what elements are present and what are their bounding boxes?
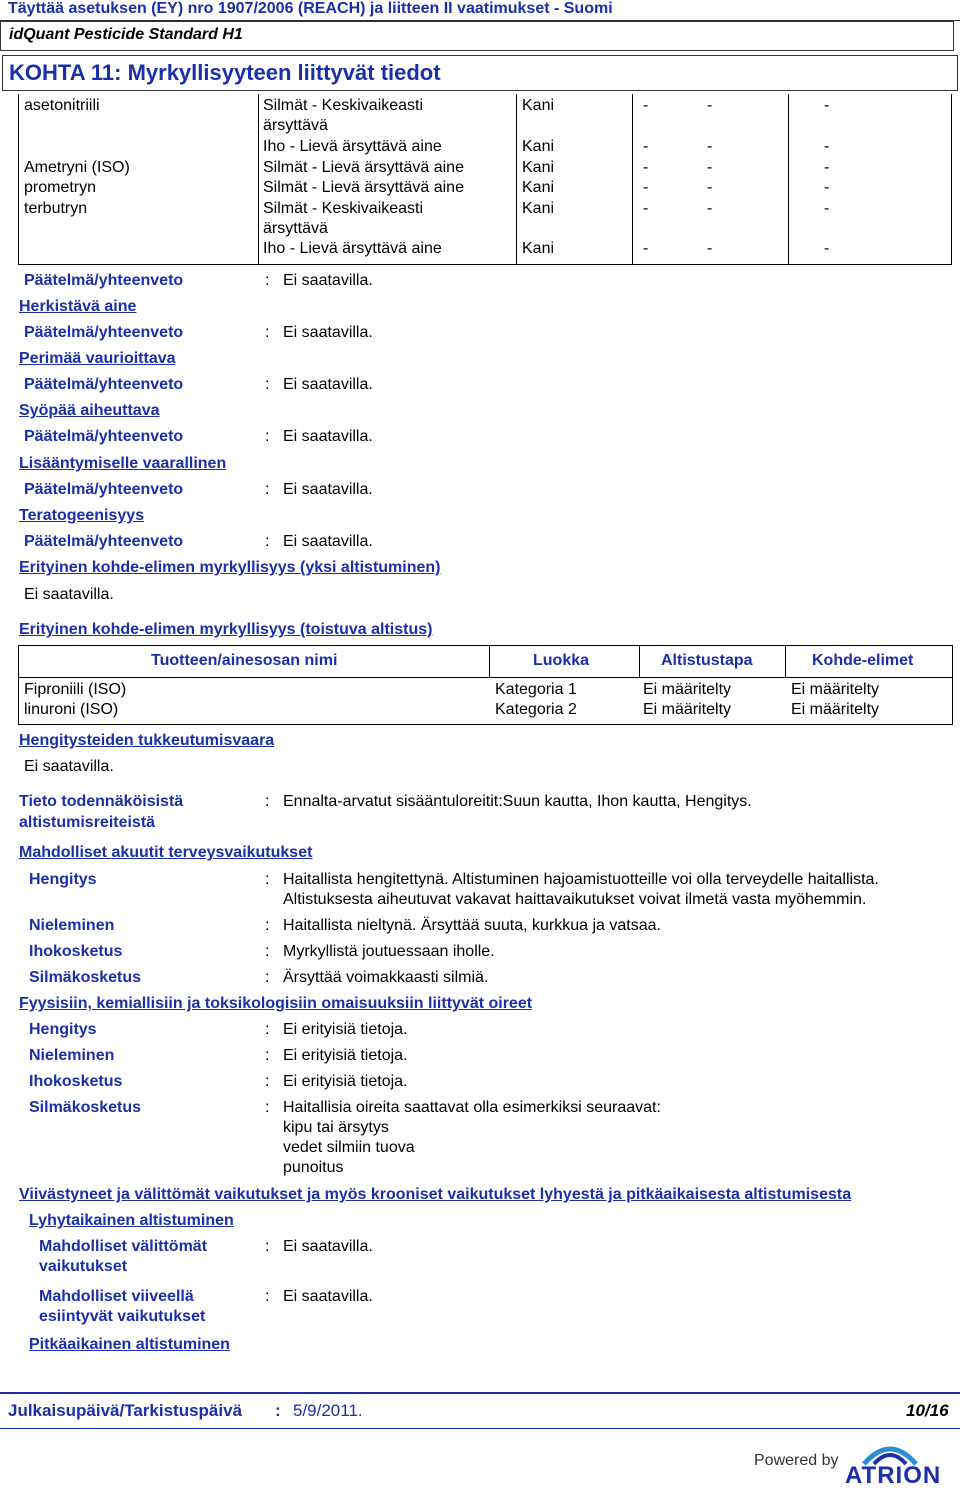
product-name: idQuant Pesticide Standard H1: [9, 26, 243, 43]
conclusion-value: Ei saatavilla.: [283, 324, 373, 341]
delayed-effects-label: Mahdolliset viiveellä: [39, 1288, 194, 1305]
value-cell: -: [643, 200, 649, 217]
substance-name: prometryn: [24, 179, 97, 196]
substance-name: linuroni (ISO): [24, 701, 119, 718]
value-cell: -: [643, 138, 649, 155]
stot-repeated-heading[interactable]: Erityinen kohde-elimen myrkyllisyys (toistuva altistus): [19, 621, 433, 638]
conclusion-value: Ei saatavilla.: [283, 272, 373, 289]
skin-contact-value: Ei erityisiä tietoja.: [283, 1073, 408, 1090]
immediate-effects-label-cont: vaikutukset: [39, 1258, 128, 1275]
colon: :: [265, 943, 270, 960]
colon: :: [265, 1073, 270, 1090]
teratogenicity-heading[interactable]: Teratogeenisyys: [19, 507, 145, 524]
effect-text-cont: ärsyttävä: [263, 220, 328, 237]
conclusion-value: Ei saatavilla.: [283, 376, 373, 393]
colon: :: [265, 871, 270, 888]
conclusion-value: Ei saatavilla.: [283, 428, 373, 445]
delayed-effects-label-cont: esiintyvät vaikutukset: [39, 1308, 206, 1325]
value-cell: -: [707, 97, 713, 114]
substance-name: terbutryn: [24, 200, 88, 217]
reproductive-heading[interactable]: Lisääntymiselle vaarallinen: [19, 455, 227, 472]
colon: :: [265, 1021, 270, 1038]
conclusion-label: Päätelmä/yhteenveto: [24, 481, 184, 498]
irritation-table: [18, 94, 952, 265]
eye-contact-label: Silmäkosketus: [29, 1099, 142, 1116]
value-cell: -: [824, 159, 830, 176]
value-cell: -: [643, 179, 649, 196]
inhalation-label: Hengitys: [29, 1021, 97, 1038]
route: Ei määritelty: [643, 681, 732, 698]
symptom-list-item: kipu tai ärsytys: [283, 1119, 389, 1136]
species: Kani: [522, 159, 555, 176]
value-cell: -: [707, 200, 713, 217]
colon: :: [265, 376, 270, 393]
effect-text: Silmät - Keskivaikeasti: [263, 97, 424, 114]
column-header: Altistustapa: [661, 652, 753, 669]
stot-single-heading[interactable]: Erityinen kohde-elimen myrkyllisyys (yksi altistuminen): [19, 559, 441, 576]
species: Kani: [522, 240, 555, 257]
colon: :: [265, 1099, 270, 1116]
colon: :: [265, 324, 270, 341]
inhalation-value-cont: Altistuksesta aiheutuvat vakavat haittavaikutukset voivat ilmetä vasta myöhemmin.: [283, 891, 867, 908]
colon: :: [265, 917, 270, 934]
target-organs: Ei määritelty: [791, 701, 880, 718]
value-cell: -: [824, 179, 830, 196]
conclusion-value: Ei saatavilla.: [283, 533, 373, 550]
skin-contact-value: Myrkyllistä joutuessaan iholle.: [283, 943, 495, 960]
regulation-title: Täyttää asetuksen (EY) nro 1907/2006 (REACH) ja liitteen II vaatimukset - Suomi: [8, 0, 613, 17]
short-term-heading[interactable]: Lyhytaikainen altistuminen: [29, 1212, 234, 1229]
ingestion-value: Ei erityisiä tietoja.: [283, 1047, 408, 1064]
delayed-effects-value: Ei saatavilla.: [283, 1288, 373, 1305]
eye-contact-value: Ärsyttää voimakkaasti silmiä.: [283, 969, 489, 986]
conclusion-label: Päätelmä/yhteenveto: [24, 324, 184, 341]
skin-contact-label: Ihokosketus: [29, 1073, 123, 1090]
substance-name: asetonitriili: [24, 97, 100, 114]
value-cell: -: [643, 240, 649, 257]
colon: :: [265, 1288, 270, 1305]
immediate-effects-label: Mahdolliset välittömät: [39, 1238, 208, 1255]
species: Kani: [522, 179, 555, 196]
date-value: 5/9/2011.: [293, 1401, 363, 1420]
target-organs: Ei määritelty: [791, 681, 880, 698]
value-cell: -: [824, 200, 830, 217]
species: Kani: [522, 200, 555, 217]
aspiration-heading[interactable]: Hengitysteiden tukkeutumisvaara: [19, 732, 275, 749]
species: Kani: [522, 97, 555, 114]
aspiration-value: Ei saatavilla.: [24, 758, 114, 775]
acute-heading[interactable]: Mahdolliset akuutit terveysvaikutukset: [19, 844, 313, 861]
inhalation-value: Ei erityisiä tietoja.: [283, 1021, 408, 1038]
footer-divider: [0, 1392, 960, 1394]
page-number: 10/16: [906, 1401, 949, 1420]
regulation-header: [0, 0, 960, 21]
colon: :: [265, 428, 270, 445]
colon: :: [265, 1047, 270, 1064]
symptom-list-item: punoitus: [283, 1159, 344, 1176]
long-term-heading[interactable]: Pitkäaikainen altistuminen: [29, 1336, 230, 1353]
category: Kategoria 2: [495, 701, 577, 718]
colon: :: [265, 481, 270, 498]
symptom-list-item: vedet silmiin tuova: [283, 1139, 415, 1156]
ingestion-value: Haitallista nieltynä. Ärsyttää suuta, kurkkua ja vatsaa.: [283, 917, 661, 934]
route: Ei määritelty: [643, 701, 732, 718]
value-cell: -: [643, 159, 649, 176]
value-cell: -: [824, 97, 830, 114]
routes-value: Ennalta-arvatut sisääntuloreitit:Suun kautta, Ihon kautta, Hengitys.: [283, 793, 752, 810]
inhalation-value: Haitallista hengitettynä. Altistuminen hajoamistuotteille voi olla terveydelle haitallista.: [283, 871, 879, 888]
effect-text: Silmät - Lievä ärsyttävä aine: [263, 179, 464, 196]
effect-text: Silmät - Keskivaikeasti: [263, 200, 424, 217]
colon: :: [265, 272, 270, 289]
colon: :: [265, 969, 270, 986]
value-cell: -: [707, 138, 713, 155]
ingestion-label: Nieleminen: [29, 917, 115, 934]
effect-text: Iho - Lievä ärsyttävä aine: [263, 138, 442, 155]
conclusion-label: Päätelmä/yhteenveto: [24, 533, 184, 550]
eye-contact-label: Silmäkosketus: [29, 969, 142, 986]
conclusion-label: Päätelmä/yhteenveto: [24, 428, 184, 445]
value-cell: -: [707, 179, 713, 196]
skin-contact-label: Ihokosketus: [29, 943, 123, 960]
effect-text-cont: ärsyttävä: [263, 117, 328, 134]
sensitizing-heading[interactable]: Herkistävä aine: [19, 298, 137, 315]
column-header: Kohde-elimet: [812, 652, 914, 669]
colon: :: [265, 1238, 270, 1255]
species: Kani: [522, 138, 555, 155]
section-header: [2, 55, 958, 91]
column-header: Tuotteen/ainesosan nimi: [151, 652, 338, 669]
effect-text: Silmät - Lievä ärsyttävä aine: [263, 159, 464, 176]
immediate-effects-value: Ei saatavilla.: [283, 1238, 373, 1255]
category: Kategoria 1: [495, 681, 577, 698]
eye-contact-value: Haitallisia oireita saattavat olla esimerkiksi seuraavat:: [283, 1099, 661, 1116]
atrion-logo-text: ATRION: [845, 1462, 942, 1489]
carcinogenic-heading[interactable]: Syöpää aiheuttava: [19, 402, 160, 419]
mutagenic-heading[interactable]: Perimää vaurioittava: [19, 350, 176, 367]
colon: :: [275, 1401, 281, 1420]
column-header: Luokka: [533, 652, 590, 669]
routes-label-cont: altistumisreiteistä: [19, 814, 156, 831]
value-cell: -: [824, 138, 830, 155]
conclusion-value: Ei saatavilla.: [283, 481, 373, 498]
footer-divider: [0, 1428, 960, 1429]
ingestion-label: Nieleminen: [29, 1047, 115, 1064]
substance-name: Ametryni (ISO): [24, 159, 130, 176]
conclusion-label: Päätelmä/yhteenveto: [24, 376, 184, 393]
value-cell: -: [707, 159, 713, 176]
value-cell: -: [707, 240, 713, 257]
inhalation-label: Hengitys: [29, 871, 97, 888]
colon: :: [265, 793, 270, 810]
stot-single-value: Ei saatavilla.: [24, 586, 114, 603]
effect-text: Iho - Lievä ärsyttävä aine: [263, 240, 442, 257]
conclusion-label: Päätelmä/yhteenveto: [24, 272, 184, 289]
value-cell: -: [824, 240, 830, 257]
value-cell: -: [643, 97, 649, 114]
delayed-heading[interactable]: Viivästyneet ja välittömät vaikutukset ja myös krooniset vaikutukset lyhyestä ja pitkäaikaisesta altistumisesta: [19, 1186, 852, 1203]
powered-by-text: Powered by: [754, 1452, 839, 1469]
product-header: [0, 21, 954, 51]
symptoms-heading[interactable]: Fyysisiin, kemiallisiin ja toksikologisiin omaisuuksiin liittyvät oireet: [19, 995, 533, 1012]
date-label: Julkaisupäivä/Tarkistuspäivä: [8, 1401, 243, 1420]
substance-name: Fiproniili (ISO): [24, 681, 127, 698]
section-title: KOHTA 11: Myrkyllisyyteen liittyvät tiedot: [9, 60, 441, 85]
routes-label: Tieto todennäköisistä: [19, 793, 184, 810]
colon: :: [265, 533, 270, 550]
